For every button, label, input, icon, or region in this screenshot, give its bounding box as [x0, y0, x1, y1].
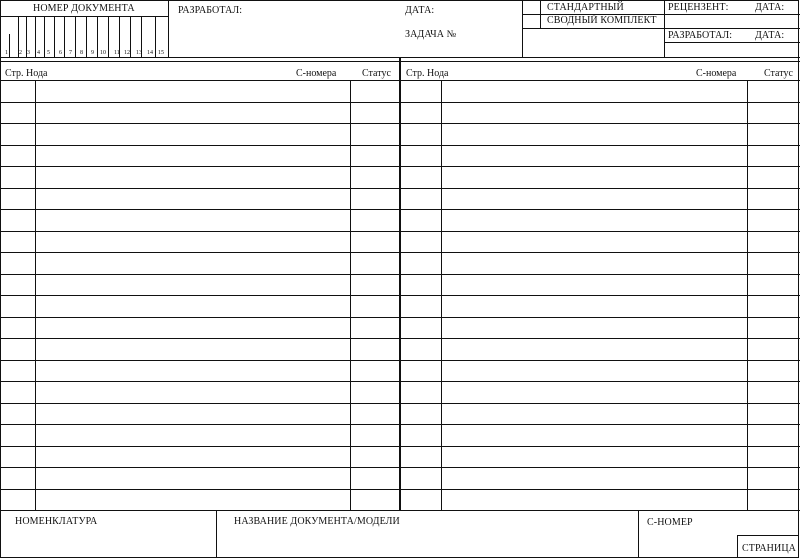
- footer-divider-1: [216, 510, 217, 558]
- digit-cell-divider: [54, 16, 55, 58]
- digit-cell-number: 15: [158, 50, 164, 56]
- table-row[interactable]: [0, 381, 800, 382]
- table-row[interactable]: [0, 295, 800, 296]
- digit-cell-number: 1: [5, 50, 8, 56]
- table-row[interactable]: [0, 446, 800, 447]
- date-input[interactable]: [435, 2, 520, 18]
- doc-number-label: НОМЕР ДОКУМЕНТА: [33, 3, 135, 14]
- digit-cell-divider: [64, 16, 65, 58]
- page-box[interactable]: [737, 535, 799, 558]
- digit-cell-divider: [130, 16, 131, 58]
- review-divider-2: [664, 28, 800, 29]
- left-col-c-numbers: С-номера: [296, 68, 337, 79]
- table-row[interactable]: [0, 102, 800, 103]
- digit-cell-number: 3: [27, 50, 30, 56]
- table-row[interactable]: [0, 80, 800, 81]
- digit-cell-number: 14: [147, 50, 153, 56]
- developer2-label: РАЗРАБОТАЛ:: [668, 30, 733, 41]
- digit-cell-number: 9: [91, 50, 94, 56]
- footer-divider-2: [638, 510, 639, 558]
- digit-cell-number: 6: [59, 50, 62, 56]
- set-divider-2: [522, 28, 664, 29]
- table-row[interactable]: [0, 489, 800, 490]
- standard-label: СТАНДАРТНЫЙ: [547, 2, 624, 13]
- table-row[interactable]: [0, 317, 800, 318]
- digit-cell-number: 7: [69, 50, 72, 56]
- digit-cell-divider: [44, 16, 45, 58]
- table-row[interactable]: [0, 209, 800, 210]
- digit-cell-divider: [35, 16, 36, 58]
- table-row[interactable]: [0, 252, 800, 253]
- doc-name-input[interactable]: [218, 530, 636, 556]
- right-col-page-node: Стр. Нода: [406, 68, 449, 79]
- developer2-input[interactable]: [665, 43, 799, 56]
- reviewer-input[interactable]: [665, 15, 799, 27]
- task-label: ЗАДАЧА №: [405, 29, 457, 40]
- nomenclature-input[interactable]: [2, 530, 214, 556]
- center-divider: [399, 57, 401, 510]
- standard-checkbox[interactable]: [523, 1, 539, 13]
- developer2-date-label: ДАТА:: [755, 30, 785, 41]
- date-label: ДАТА:: [405, 5, 435, 16]
- left-col-status: Статус: [362, 68, 391, 79]
- c-number-input[interactable]: [640, 530, 735, 556]
- digit-cell-divider: [75, 16, 76, 58]
- digit-cell-number: 2: [19, 50, 22, 56]
- table-row[interactable]: [0, 188, 800, 189]
- digit-cell-number: 8: [80, 50, 83, 56]
- digit-cell-divider: [155, 16, 156, 58]
- table-row[interactable]: [0, 360, 800, 361]
- page-label: СТРАНИЦА: [742, 543, 796, 554]
- table-row[interactable]: [0, 145, 800, 146]
- digit-cell-number: 12: [124, 50, 130, 56]
- table-row[interactable]: [0, 274, 800, 275]
- digit-cell-divider: [97, 16, 98, 58]
- right-col-c-numbers: С-номера: [696, 68, 737, 79]
- table-row[interactable]: [0, 467, 800, 468]
- developed-label: РАЗРАБОТАЛ:: [178, 5, 243, 16]
- digit-cell-number: 10: [100, 50, 106, 56]
- summary-set-label: СВОДНЫЙ КОМПЛЕКТ: [547, 15, 657, 26]
- nomenclature-label: НОМЕНКЛАТУРА: [15, 516, 98, 527]
- table-row[interactable]: [0, 424, 800, 425]
- digit-cell-number: 11: [114, 50, 120, 56]
- table-row[interactable]: [0, 338, 800, 339]
- doc-number-right-line: [168, 0, 169, 58]
- doc-name-label: НАЗВАНИЕ ДОКУМЕНТА/МОДЕЛИ: [234, 516, 400, 527]
- right-col-status: Статус: [764, 68, 793, 79]
- digit-cell-divider: [86, 16, 87, 58]
- digit-cell-number: 5: [47, 50, 50, 56]
- reviewer-date-label: ДАТА:: [755, 2, 785, 13]
- digit-cell-number: 13: [136, 50, 142, 56]
- digit-cell-divider: [108, 16, 109, 58]
- table-row[interactable]: [0, 166, 800, 167]
- reviewer-label: РЕЦЕНЗЕНТ:: [668, 2, 729, 13]
- c-number-label: С-НОМЕР: [647, 517, 693, 528]
- developed-input[interactable]: [242, 2, 397, 18]
- footer-top-line: [0, 510, 800, 511]
- table-row[interactable]: [0, 231, 800, 232]
- left-col-page-node: Стр. Нода: [5, 68, 48, 79]
- summary-set-checkbox[interactable]: [523, 15, 539, 27]
- digit-cell-divider: [9, 34, 10, 58]
- task-input[interactable]: [460, 26, 520, 42]
- table-row[interactable]: [0, 403, 800, 404]
- table-row[interactable]: [0, 123, 800, 124]
- digit-cell-number: 4: [37, 50, 40, 56]
